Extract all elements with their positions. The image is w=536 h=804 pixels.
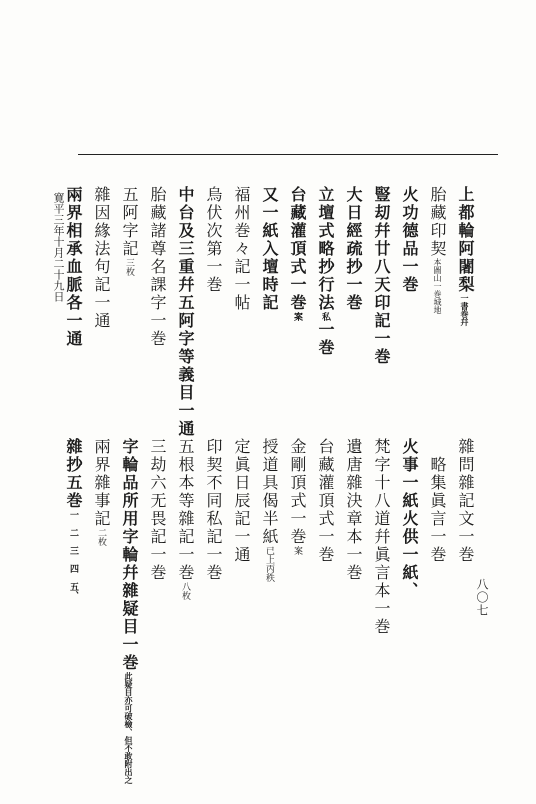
- upper-entry-13-note: 三枚: [124, 258, 134, 276]
- upper-entry-7-note: 案: [292, 312, 302, 321]
- upper-entry-8: [260, 186, 278, 312]
- lower-entry-7: [288, 438, 306, 555]
- lower-entry-1-text: 雜問雜記文一巻: [456, 438, 475, 564]
- lower-entry-10-text: 印契不同私記一巻: [204, 438, 223, 582]
- lower-entry-2-text: 略集眞言一巻: [428, 456, 447, 564]
- lower-entry-13-note-left: [124, 736, 133, 784]
- lower-entry-7-text: 金剛頂式一巻: [288, 438, 307, 546]
- upper-entry-14: [92, 186, 110, 330]
- lower-entry-12-text: 三劫六无畏記一巻: [148, 438, 167, 582]
- lower-entry-9: [232, 438, 250, 564]
- lower-entry-6: [316, 438, 334, 564]
- lower-entry-10: [204, 438, 222, 582]
- lower-entry-2: [428, 456, 446, 564]
- lower-entry-5-text: 遺唐雜決章本一巻: [344, 438, 363, 582]
- upper-entry-6-tail: 一巻: [316, 321, 335, 357]
- lower-entry-4: [372, 438, 390, 636]
- lower-entry-13: [120, 438, 138, 784]
- lower-entry-14-text: 兩界雜事記: [92, 438, 111, 528]
- upper-entry-4: [372, 186, 390, 366]
- upper-entry-12-text: 胎藏諸尊名課字一巻: [148, 186, 167, 348]
- upper-entry-11: [176, 186, 194, 438]
- upper-entry-2-note-left-text: 山一巻: [433, 274, 442, 298]
- upper-entry-2-note2-left-text: 地: [433, 306, 442, 314]
- upper-entry-1-note-left-text: 巻幷: [460, 310, 470, 326]
- lower-entry-6-text: 台藏灌頂式一巻: [316, 438, 335, 564]
- lower-entry-8-note: 已上丙秩: [264, 546, 274, 582]
- lower-entry-8-text: 授道具偈半紙: [260, 438, 279, 546]
- lower-entry-11-text: 五根本等雜記一巻: [176, 438, 195, 582]
- lower-entry-13-note-left-text: 但不敢附出之: [124, 736, 134, 784]
- upper-entry-2: [428, 186, 446, 314]
- upper-entry-2-note-right-text: 本圖: [433, 258, 442, 274]
- upper-entry-6: [316, 186, 334, 357]
- upper-entry-9: [232, 186, 250, 312]
- upper-entry-15-text: 兩界相承血脈各一通: [64, 186, 83, 348]
- header-rule: [78, 154, 498, 155]
- upper-entry-13: [120, 186, 138, 276]
- upper-entry-2-text: 胎藏印契: [428, 186, 447, 258]
- lower-entry-3-text: 火事一紙火供一紙、: [400, 438, 419, 600]
- upper-entry-7-text: 台藏灌頂式一巻: [288, 186, 307, 312]
- upper-entry-3-text: 火功德品一巻: [400, 186, 419, 294]
- lower-entry-15: [64, 438, 82, 600]
- upper-entry-2-note-left: [433, 274, 442, 298]
- lower-entry-1: [456, 438, 474, 564]
- upper-entry-1-note: [460, 294, 469, 310]
- upper-entry-7: [288, 186, 306, 321]
- lower-entry-14-note: 二枚: [96, 528, 106, 546]
- upper-entry-2-note2-left: [433, 306, 442, 314]
- upper-entry-6-text: 立壇式略抄行法: [316, 186, 335, 312]
- lower-entry-11: [176, 438, 194, 600]
- upper-entry-12: [148, 186, 166, 348]
- lower-entry-7-note: 案: [292, 546, 302, 555]
- lower-entry-13-note-right-text: 此疑目亦可破檢、: [124, 672, 134, 736]
- upper-entry-9-text: 福州巻々記一帖: [232, 186, 251, 312]
- lower-entry-5: [344, 438, 362, 582]
- upper-entry-11-text: 中台及三重幷五阿字等義目一通: [176, 186, 195, 438]
- upper-entry-1-note-right: 一書: [460, 294, 470, 310]
- upper-entry-6-note: 私: [320, 312, 330, 321]
- lower-entry-12: [148, 438, 166, 582]
- lower-entry-15-text: 雜抄五巻: [64, 438, 83, 510]
- upper-entry-2-note2-right: [433, 298, 442, 306]
- lower-entry-8: [260, 438, 278, 582]
- lower-entry-15-note: 一 二 三 四 五、: [68, 510, 78, 600]
- upper-entry-5: [344, 186, 362, 312]
- upper-entry-4-text: 豎刧幷廿八天印記一巻: [372, 186, 391, 366]
- upper-entry-10: [204, 186, 222, 294]
- lower-entry-14: [92, 438, 110, 546]
- lower-entry-9-text: 定眞日辰記一通: [232, 438, 251, 564]
- page-number: 八〇七: [475, 578, 489, 617]
- upper-entry-2-note2-right-text: 城: [433, 298, 442, 306]
- upper-entry-8-text: 又一紙入壇時記: [260, 186, 279, 312]
- upper-entry-1-text: 上都輪阿闍梨: [456, 186, 475, 294]
- lower-entry-13-text: 字輪品所用字輪幷雜疑目一巻: [120, 438, 139, 672]
- upper-entry-2-note-right: [433, 258, 442, 274]
- lower-entry-3: [400, 438, 418, 600]
- upper-entry-13-text: 五阿字記: [120, 186, 139, 258]
- upper-entry-15: [64, 186, 82, 348]
- lower-entry-13-note-right: [124, 672, 133, 736]
- lower-entry-11-note: 八枚: [180, 582, 190, 600]
- upper-entry-3: [400, 186, 418, 294]
- upper-entry-14-text: 雜因緣法句記一通: [92, 186, 111, 330]
- upper-entry-10-text: 烏伏次第一巻: [204, 186, 223, 294]
- upper-entry-1-note-left: [460, 310, 469, 326]
- upper-entry-1: [456, 186, 474, 326]
- upper-entry-5-text: 大日經疏抄一巻: [344, 186, 363, 312]
- lower-entry-4-text: 梵字十八道幷眞言本一巻: [372, 438, 391, 636]
- date-line: 寛平三年十月二十九日: [52, 192, 65, 302]
